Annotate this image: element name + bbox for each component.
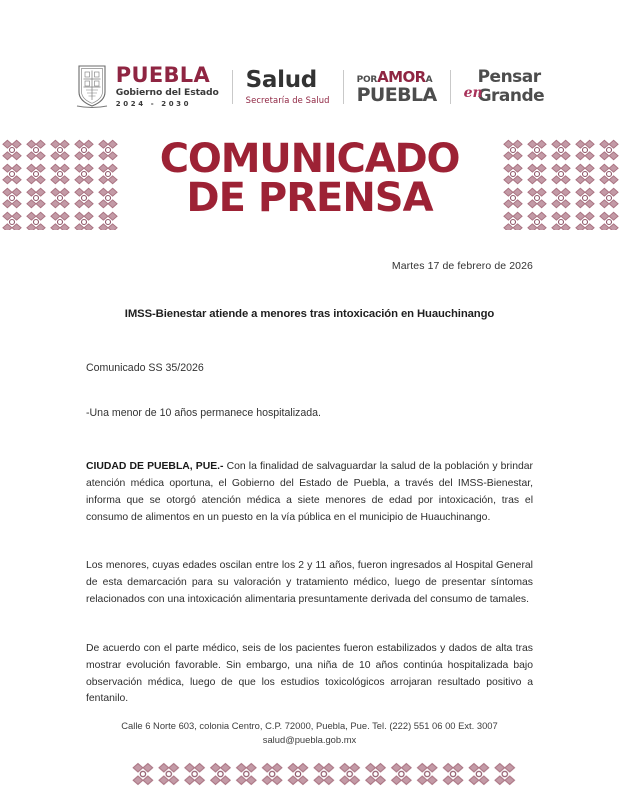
header-logo-bar [0, 0, 619, 116]
por-amor-a-text: A [425, 74, 433, 85]
title-line-1: COMUNICADO [159, 136, 460, 182]
paragraph-3: De acuerdo con el parte médico, seis de los pacientes fueron estabilizados y dados de alta tras mostrar evolución favorable. Sin embargo, una niña de 10 años continúa hospitalizada bajo observación médica, luego de que los estudios toxicológicos arrojaran resultado positivo a fentanilo. [86, 642, 533, 705]
publication-date: Martes 17 de febrero de 2026 [391, 260, 533, 272]
logo-salud [246, 61, 330, 113]
document-body [0, 260, 619, 708]
logo-pensar-en-grande [464, 61, 545, 113]
subhead: -Una menor de 10 años permanece hospitalizada. [86, 407, 321, 419]
pensar-grande-text: Grande [477, 86, 545, 106]
logo-divider-1 [232, 70, 233, 104]
paragraph-1-text: Con la finalidad de salvaguardar la salud de la población y brindar atención médica oportuna, el Gobierno del Estado de Puebla, a través del IMSS-Bienestar, informa que se otorgó atención médica a siete menores de edad por intoxicación, tras el consumo de alimentos en un puesto en la vía pública en el municipio de Huauchinango. [86, 461, 533, 523]
bulletin-number: Comunicado SS 35/2026 [86, 362, 204, 374]
por-amor-amor-text: AMOR [377, 67, 426, 86]
por-amor-puebla-text: PUEBLA [356, 83, 437, 106]
salud-sub-text: Secretaría de Salud [245, 94, 330, 105]
headline: IMSS-Bienestar atiende a menores tras intoxicación en Huauchinango [124, 308, 495, 320]
por-amor-wordmark [356, 67, 437, 106]
paragraph-1 [86, 459, 533, 526]
paragraph-2: Los menores, cuyas edades oscilan entre los 2 y 11 años, fueron ingresados al Hospital General de esta demarcación para su valoración y tratamiento médico, luego de presentar síntomas relacionados con una intoxicación alimentaria presuntamente derivada del consumo de tamales. [86, 560, 533, 606]
salud-main-text: Salud [245, 66, 317, 93]
puebla-sub-text: Gobierno del Estado [115, 87, 219, 99]
ornamental-pattern-right [501, 138, 619, 230]
logo-por-amor-a-puebla [357, 61, 437, 113]
footer [0, 719, 619, 793]
pensar-wordmark [464, 69, 545, 105]
logo-divider-2 [343, 70, 344, 104]
logo-divider-3 [450, 70, 451, 104]
puebla-years-text: 2024 - 2030 [115, 99, 192, 108]
footer-contact [0, 719, 619, 748]
footer-email[interactable]: salud@puebla.gob.mx [262, 734, 357, 746]
ornamental-pattern-bottom [130, 760, 518, 788]
pensar-en-text: en [463, 85, 483, 101]
por-amor-por-text: POR [356, 74, 378, 85]
logo-puebla-gobierno [75, 61, 219, 113]
puebla-shield-icon [75, 62, 109, 113]
footer-address: Calle 6 Norte 603, colonia Centro, C.P. 72000, Puebla, Pue. Tel. (222) 551 06 00 Ext. 3007 [121, 719, 498, 731]
title-line-2: DE PRENSA [186, 175, 433, 222]
puebla-wordmark [116, 65, 219, 108]
puebla-main-text: PUEBLA [115, 63, 211, 88]
salud-wordmark [245, 66, 330, 106]
pensar-main-text: Pensar [477, 67, 541, 87]
dateline-lead: CIUDAD DE PUEBLA, PUE.- [86, 461, 224, 472]
title-band [0, 138, 619, 230]
por-amor-line-1 [356, 67, 437, 86]
